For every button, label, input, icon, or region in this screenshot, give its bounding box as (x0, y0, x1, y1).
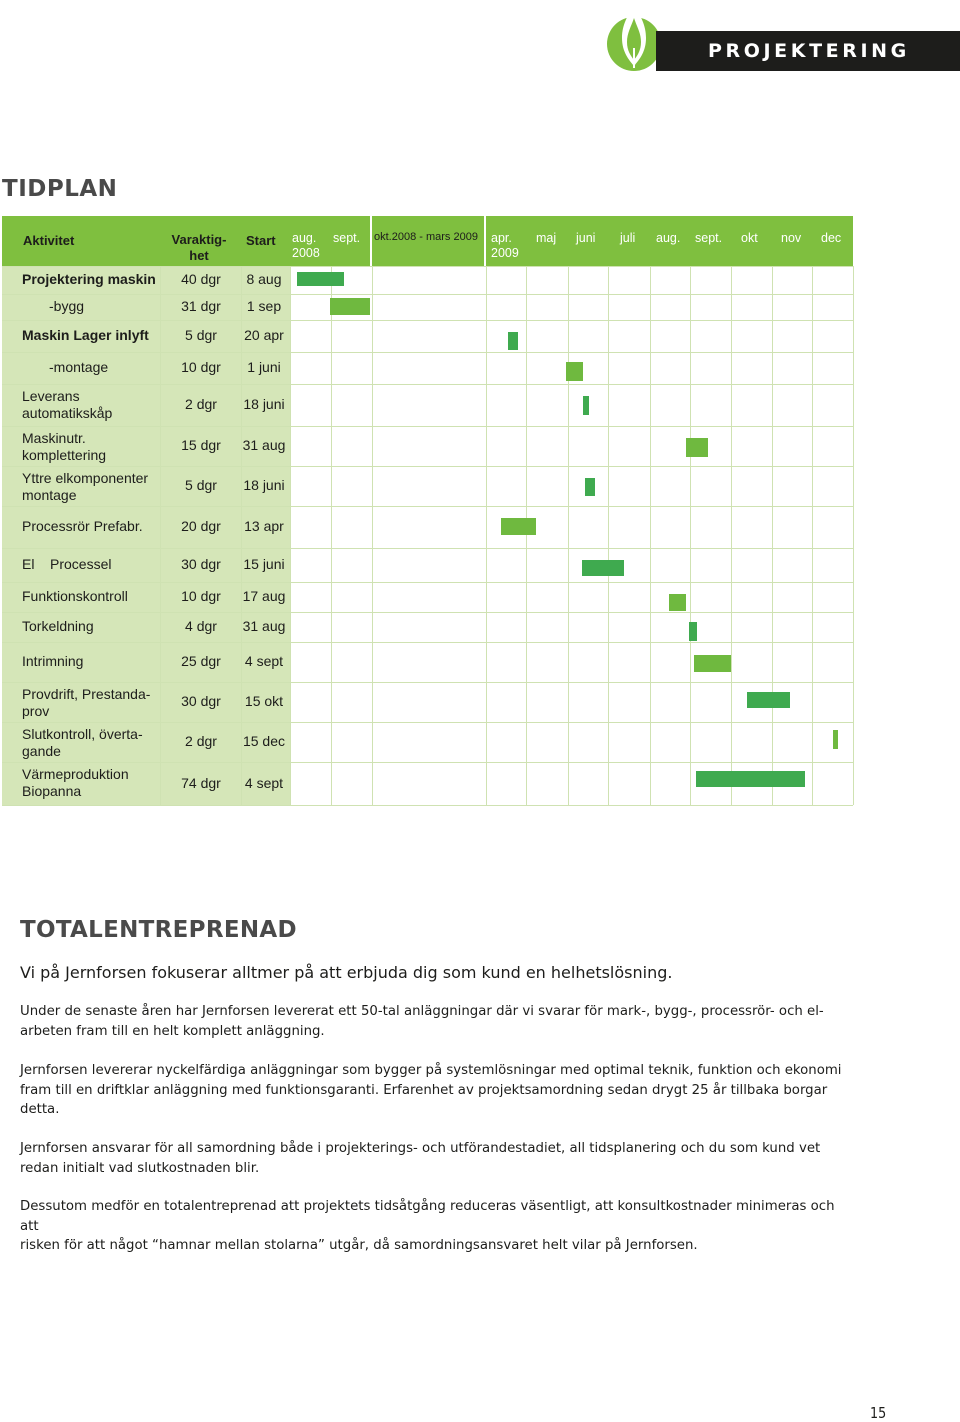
paragraph-line: detta. (20, 1102, 60, 1117)
gantt-bar (583, 396, 589, 415)
column-header-start: Start (246, 233, 276, 248)
start-value: 18 juni (243, 396, 285, 412)
grid-col-line (650, 266, 651, 805)
paragraph-line: redan initialt vad slutkostnaden blir. (20, 1160, 260, 1176)
grid-row-line (2, 682, 853, 683)
grid-col-line (853, 266, 854, 805)
activity-label: Projektering maskin (22, 271, 156, 287)
activity-label: Yttre elkomponenter montage (22, 470, 149, 503)
gantt-schedule (2, 216, 853, 805)
period-label: aug. (656, 231, 681, 245)
duration-value: 10 dgr (181, 588, 221, 604)
period-label: juni (576, 231, 596, 245)
period-label: sept. (333, 231, 361, 245)
activity-label: Processrör Prefabr. (22, 518, 143, 534)
activity-label: Maskinutr. komplettering (22, 430, 107, 463)
gantt-bar (833, 730, 838, 749)
period-label: okt.2008 - mars 2009 (374, 231, 478, 243)
gantt-bar (330, 298, 370, 315)
duration-value: 31 dgr (181, 298, 221, 314)
grid-row-line (2, 612, 853, 613)
duration-value: 30 dgr (181, 693, 221, 709)
grid-row-line (2, 722, 853, 723)
duration-value: 20 dgr (181, 518, 221, 534)
duration-value: 2 dgr (185, 396, 217, 412)
column-header-duration: Varaktig- het (171, 232, 227, 263)
start-value: 1 juni (247, 359, 281, 375)
grid-col-line (772, 266, 773, 805)
lead-text: Vi på Jernforsen fokuserar alltmer på att erbjuda dig som kund en helhetslösning. (20, 963, 673, 982)
period-label: nov (781, 231, 802, 245)
gantt-bar (585, 478, 595, 496)
gantt-bar (501, 518, 536, 535)
period-label: juli (620, 231, 636, 245)
start-value: 8 aug (246, 271, 282, 287)
duration-value: 5 dgr (185, 477, 217, 493)
gantt-bar (689, 622, 697, 641)
grid-row-line (2, 384, 853, 385)
grid-row-line (2, 294, 853, 295)
duration-value: 2 dgr (185, 733, 217, 749)
activity-label: Intrimning (22, 653, 84, 669)
period-label: maj (536, 231, 557, 245)
grid-row-line (2, 762, 853, 763)
grid-row-line (2, 320, 853, 321)
grid-col-line (160, 266, 161, 805)
paragraph (20, 1197, 850, 1256)
period-label: sept. (695, 231, 723, 245)
gantt-bar (694, 655, 731, 672)
activity-label: -bygg (49, 298, 85, 314)
grid-col-line (608, 266, 609, 805)
duration-value: 4 dgr (185, 618, 217, 634)
gantt-bar (747, 692, 790, 708)
totalentreprenad-heading: TOTALENTREPRENAD (20, 917, 297, 943)
paragraph (20, 1061, 850, 1120)
period-label: dec (821, 231, 842, 245)
grid-col-line (812, 266, 813, 805)
gantt-bar (566, 362, 583, 381)
grid-col-line (486, 266, 487, 805)
paragraph-line: Jernforsen levererar nyckelfärdiga anläggningar som bygger på systemlösningar med optimal teknik, funktion och ekonomi (20, 1063, 842, 1078)
paragraph (20, 1139, 850, 1178)
column-header-activity: Aktivitet (23, 233, 75, 248)
tidplan-heading: TIDPLAN (2, 176, 118, 202)
start-value: 4 sept (244, 653, 284, 669)
start-value: 15 juni (243, 556, 285, 572)
activity-label: Leverans automatikskåp (22, 388, 113, 421)
grid-col-line (331, 266, 332, 805)
activity-label: El Processel (22, 556, 112, 572)
start-value: 31 aug (242, 437, 286, 453)
paragraph (20, 1002, 850, 1041)
activity-label: Provdrift, Prestanda-prov (22, 686, 151, 719)
activity-label: -montage (49, 359, 109, 375)
grid-row-line (2, 548, 853, 549)
gantt-bar (508, 332, 518, 350)
grid-row-line (2, 805, 853, 806)
gantt-left-columns (2, 266, 290, 805)
grid-col-line (568, 266, 569, 805)
start-value: 13 apr (244, 518, 284, 534)
paragraph-line: arbeten fram till en helt komplett anläggning. (20, 1023, 325, 1039)
grid-col-line (372, 266, 373, 805)
activity-label: Värmeproduktion Biopanna (22, 766, 129, 799)
banner-text: PROJEKTERING (708, 40, 910, 62)
activity-label: Funktionskontroll (22, 588, 128, 604)
grid-col-line (731, 266, 732, 805)
grid-row-line (2, 642, 853, 643)
start-value: 18 juni (243, 477, 285, 493)
duration-value: 15 dgr (181, 437, 221, 453)
gantt-bar (582, 560, 624, 576)
paragraph-line: Dessutom medför en totalentreprenad att projektets tidsåtgång reduceras väsentligt, att konsultkostnader minimeras och att (20, 1199, 835, 1234)
duration-value: 74 dgr (181, 774, 221, 791)
start-value: 20 apr (244, 327, 284, 343)
grid-col-line (241, 266, 242, 805)
period-label: apr. 2009 (491, 231, 519, 260)
grid-row-line (2, 352, 853, 353)
page-number: 15 (870, 1404, 887, 1422)
activity-label: Slutkontroll, överta-gande (22, 726, 143, 759)
paragraph-line: Jernforsen ansvarar för all samordning både i projekterings- och utförandestadiet, all tidsplanering och du som kund vet (20, 1141, 821, 1156)
grid-col-line (690, 266, 691, 805)
duration-value: 10 dgr (181, 359, 221, 375)
start-value: 4 sept (244, 774, 284, 791)
grid-row-line (2, 266, 853, 267)
gantt-bar (696, 771, 805, 787)
start-value: 17 aug (242, 588, 286, 604)
start-value: 15 dec (242, 733, 286, 749)
duration-value: 40 dgr (181, 271, 221, 287)
start-value: 15 okt (244, 693, 284, 709)
grid-col-line (290, 266, 291, 805)
start-value: 1 sep (246, 298, 282, 314)
activity-label: Torkeldning (22, 618, 94, 634)
paragraph-line: risken för att något “hamnar mellan stolarna” utgår, då samordningsansvaret helt vilar på Jernforsen. (20, 1238, 698, 1253)
grid-col-line (526, 266, 527, 805)
duration-value: 30 dgr (181, 556, 221, 572)
activity-label: Maskin Lager inlyft (22, 327, 149, 343)
gantt-bar (297, 272, 344, 286)
paragraph-line: Under de senaste åren har Jernforsen levererat ett 50-tal anläggningar där vi svarar för mark-, bygg-, processrör- och el- (20, 1004, 824, 1019)
grid-row-line (2, 582, 853, 583)
section-banner (656, 31, 960, 71)
period-label: okt (741, 231, 758, 245)
gantt-bar (669, 594, 686, 611)
paragraph-line: fram till en driftklar anläggning med funktionsgaranti. Erfarenhet av projektsamordning sedan drygt 25 år tillbaka borgar (20, 1082, 828, 1098)
duration-value: 5 dgr (185, 327, 217, 343)
period-label: aug. 2008 (292, 231, 320, 260)
gantt-bar (686, 438, 708, 457)
grid-row-line (2, 466, 853, 467)
start-value: 31 aug (242, 618, 286, 634)
grid-row-line (2, 506, 853, 507)
duration-value: 25 dgr (181, 653, 221, 669)
grid-row-line (2, 426, 853, 427)
